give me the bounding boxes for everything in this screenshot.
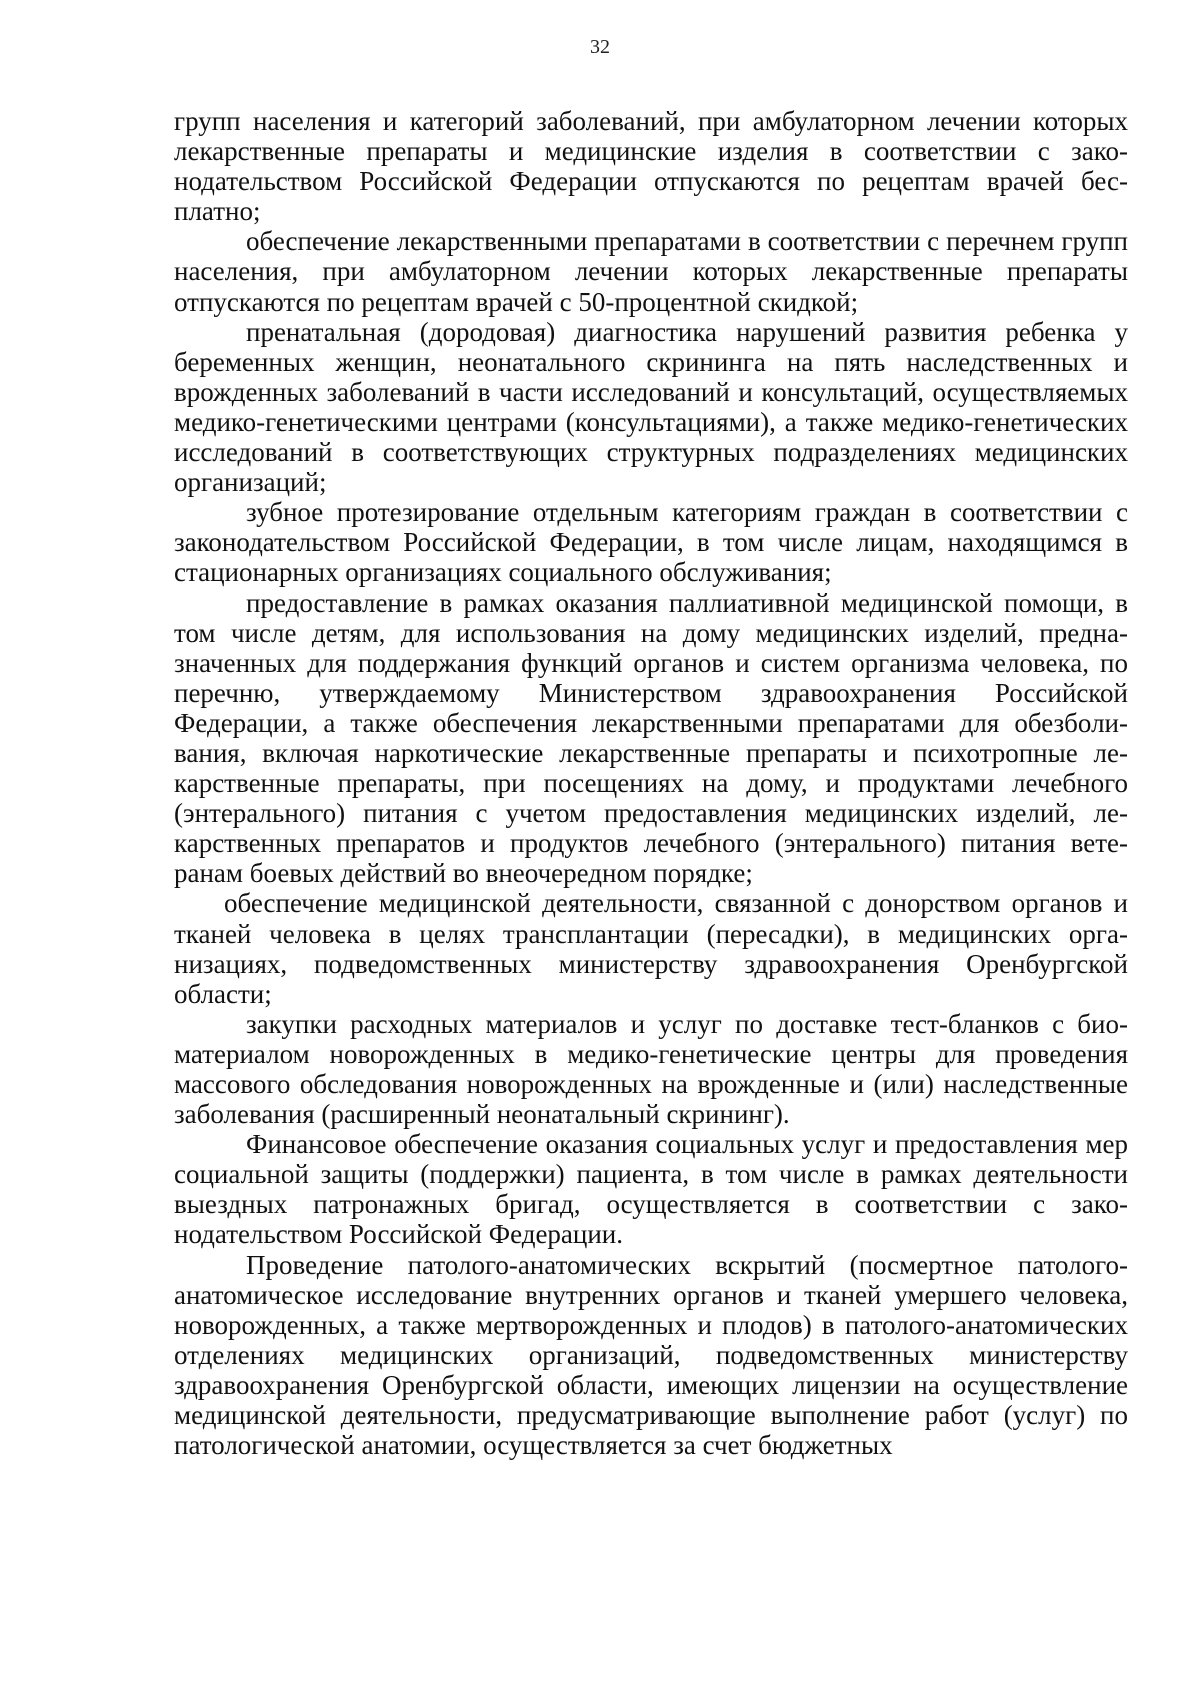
paragraph-3: пренатальная (дородовая) диагностика нарушений развития ребенка у беременных женщин, неонатального скрининга на пять наследственных и врожденных заболеваний в части исследований и консультаций, осуществляемых медико-генетическими центрами (консультациями), а также медико-генетических исследований в соответствующих структурных подразделениях медицинских организаций;: [174, 316, 1128, 498]
paragraph-7: закупки расходных материалов и услуг по доставке тест-бланков с биоматериалом новорожденных в медико-генетические центры для проведения массового обследования новорожденных на врожденные и (или) наследственные заболевания (расширенный неонатальный скрининг).: [174, 1008, 1128, 1130]
paragraph-8: Финансовое обеспечение оказания социальных услуг и предоставления мер социальной защиты (поддержки) пациента, в том числе в рамках деятельности выездных патронажных бригад, осуществляется в соответствии с законодательством Российской Федерации.: [174, 1129, 1128, 1250]
paragraph-2: обеспечение лекарственными препаратами в соответствии с перечнем групп населения, при амбулаторном лечении которых лекарственные препараты отпускаются по рецептам врачей с 50-процентной скидкой;: [174, 226, 1128, 317]
paragraph-5: предоставление в рамках оказания паллиативной медицинской помощи, в том числе детям, для использования на дому медицинских изделий, предназначенных для поддержания функций органов и систем организма человека, по перечню, утверждаемому Министерством здравоохранения Российской Федерации, а также обеспечения лекарственными препаратами для обезболивания, включая наркотические лекарственные препараты и психотропные лекарственные препараты, при посещениях на дому, и продуктами лечебного (энтерального) питания с учетом предоставления медицинских изделий, лекарственных препаратов и продуктов лечебного (энтерального) питания ветеранам боевых действий во внеочередном порядке;: [174, 587, 1128, 889]
paragraph-6: обеспечение медицинской деятельности, связанной с донорством органов и тканей человека в целях трансплантации (пересадки), в медицинских организациях, подведомственных министерству здравоохранения Оренбургской области;: [174, 888, 1128, 1009]
paragraph-4: зубное протезирование отдельным категориям граждан в соответствии с законодательством Российской Федерации, в том числе лицам, находящимся в стационарных организациях социального обслуживания;: [174, 497, 1128, 588]
paragraph-9: Проведение патолого-анатомических вскрытий (посмертное патологоанатомическое исследование внутренних органов и тканей умершего человека, новорожденных, а также мертворожденных и плодов) в патолого-анатомических отделениях медицинских организаций, подведомственных министерству здравоохранения Оренбургской области, имеющих лицензии на осуществление медицинской деятельности, предусматривающие выполнение работ (услуг) по патологической анатомии, осуществляется за счет бюджетных: [174, 1249, 1128, 1461]
paragraph-1: групп населения и категорий заболеваний, при амбулаторном лечении которых лекарственные препараты и медицинские изделия в соответствии с законодательством Российской Федерации отпускаются по рецептам врачей бесплатно;: [174, 106, 1128, 227]
document-body: [174, 106, 1128, 1460]
page-number: 32: [590, 36, 610, 58]
